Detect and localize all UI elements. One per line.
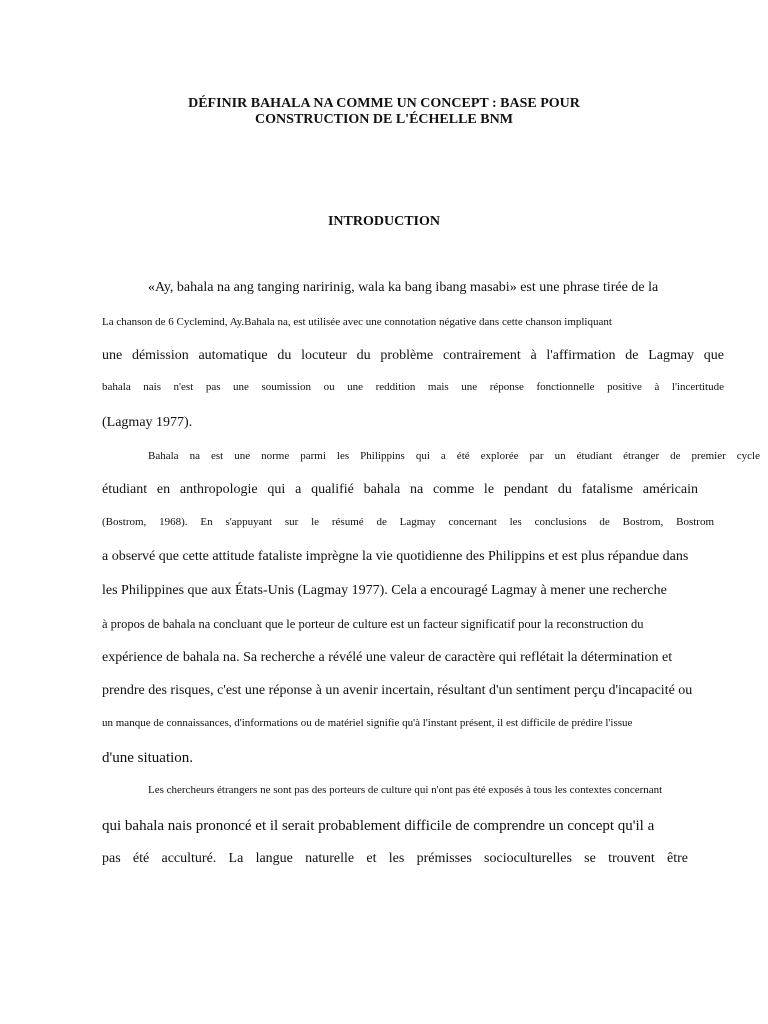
body-line: à propos de bahala na concluant que le porteur de culture est un facteur significatif pour la reconstruction du [102, 617, 644, 631]
body-line: une démission automatique du locuteur du problème contrairement à l'affirmation de Lagmay que [102, 348, 724, 363]
body-line: La chanson de 6 Cyclemind, Ay.Bahala na, est utilisée avec une connotation négative dans cette chanson impliquant [102, 316, 612, 328]
body-line: d'une situation. [102, 750, 194, 766]
body-line: les Philippines que aux États-Unis (Lagmay 1977). Cela a encouragé Lagmay à mener une recherche [102, 583, 667, 598]
body-line: un manque de connaissances, d'informations ou de matériel signifie qu'à l'instant présent, il est difficile de prédire l'issue [102, 717, 633, 729]
body-line: bahala nais n'est pas une soumission ou une reddition mais une réponse fonctionnelle positive à l'incertitude [102, 381, 724, 393]
body-line: a observé que cette attitude fataliste imprègne la vie quotidienne des Philippins et est plus répandue dans [102, 549, 689, 564]
body-line: Les chercheurs étrangers ne sont pas des porteurs de culture qui n'ont pas été exposés à tous les contextes concernant [148, 784, 663, 796]
document-title-line-2: CONSTRUCTION DE L'ÉCHELLE BNM [255, 112, 513, 127]
section-heading: INTRODUCTION [327, 214, 440, 229]
body-line: étudiant en anthropologie qui a qualifié bahala na comme le pendant du fatalisme américain [102, 482, 698, 497]
document-title-line-1: DÉFINIR BAHALA NA COMME UN CONCEPT : BASE POUR [188, 96, 580, 111]
body-line: qui bahala nais prononcé et il serait probablement difficile de comprendre un concept qu'il a [102, 818, 655, 834]
body-line: (Lagmay 1977). [102, 415, 193, 430]
body-line: pas été acculturé. La langue naturelle et les prémisses socioculturelles se trouvent être [102, 851, 688, 866]
body-line: expérience de bahala na. Sa recherche a révélé une valeur de caractère qui reflétait la détermination et [102, 650, 673, 665]
body-line: (Bostrom, 1968). En s'appuyant sur le résumé de Lagmay concernant les conclusions de Bostrom, Bostrom [102, 516, 714, 528]
body-line: «Ay, bahala na ang tanging naririnig, wala ka bang ibang masabi» est une phrase tirée de la [148, 280, 659, 295]
body-line: prendre des risques, c'est une réponse à un avenir incertain, résultant d'un sentiment perçu d'incapacité ou [102, 683, 693, 698]
body-line: Bahala na est une norme parmi les Philippins qui a été explorée par un étudiant étranger de premier cycle [148, 450, 760, 462]
